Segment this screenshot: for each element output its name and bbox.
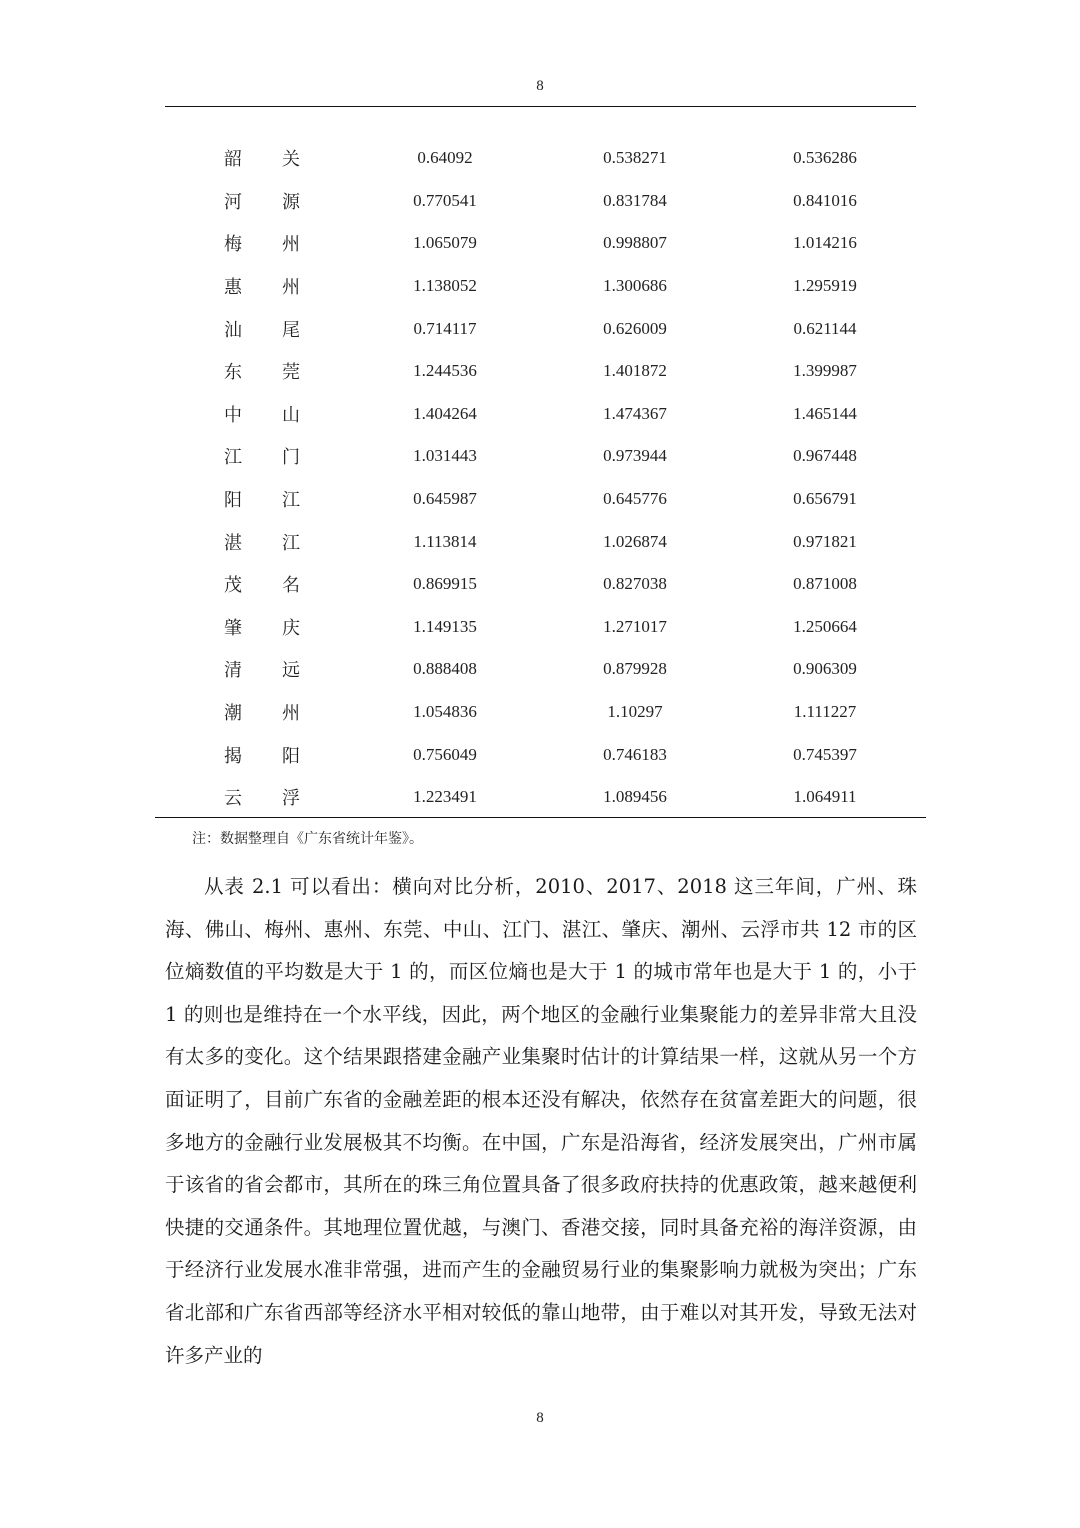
value-cell-1: 1.031443: [413, 446, 477, 466]
city-char: 肇: [224, 617, 242, 639]
city-cell: [160, 691, 350, 734]
city-cell: [160, 393, 350, 436]
value-cell-3: 0.745397: [793, 744, 857, 764]
table-row: [160, 563, 920, 606]
city-char: 梅: [224, 234, 242, 256]
city-char: 州: [282, 703, 300, 725]
city-cell: [160, 222, 350, 265]
city-char: 阳: [224, 490, 242, 512]
table-row: [160, 648, 920, 691]
city-char: 州: [282, 277, 300, 299]
city-cell: [160, 137, 350, 180]
city-char: 莞: [282, 362, 300, 384]
city-char: 关: [282, 149, 300, 171]
value-cell-3: 0.906309: [793, 659, 857, 679]
table-row: [160, 180, 920, 223]
value-cell-2: 0.973944: [603, 446, 667, 466]
value-cell-2: 0.879928: [603, 659, 667, 679]
city-char: 韶: [224, 149, 242, 171]
body-paragraph: 从表 2.1 可以看出：横向对比分析，2010、2017、2018 这三年间，广州、珠海、佛山、梅州、惠州、东莞、中山、江门、湛江、肇庆、潮州、云浮市共 12 市的区位熵数值的平均数是大于 1 的，而区位熵也是大于 1 的城市常年也是大于 1 的，小于 1 的则也是维持在一个水平线，因此，两个地区的金融行业集聚能力的差异非常大且没有太多的变化。这个结果跟搭建金融产业集聚时估计的计算结果一样，这就从另一个方面证明了，目前广东省的金融差距的根本还没有解决，依然存在贫富差距大的问题，很多地方的金融行业发展极其不均衡。在中国，广东是沿海省，经济发展突出，广州市属于该省的省会都市，其所在的珠三角位置具备了很多政府扶持的优惠政策，越来越便利快捷的交通条件。其地理位置优越，与澳门、香港交接，同时具备充裕的海洋资源，由于经济行业发展水准非常强，进而产生的金融贸易行业的集聚影响力就极为突出；广东省北部和广东省西部等经济水平相对较低的靠山地带，由于难以对其开发，导致无法对许多产业的: [165, 875, 917, 1367]
value-cell-1: 1.054836: [413, 702, 477, 722]
value-cell-1: 1.138052: [413, 276, 477, 296]
table-row: [160, 265, 920, 308]
value-cell-3: 0.967448: [793, 446, 857, 466]
value-cell-1: 0.756049: [413, 744, 477, 764]
city-cell: [160, 648, 350, 691]
value-cell-1: 1.223491: [413, 787, 477, 807]
value-cell-3: 1.295919: [793, 276, 857, 296]
city-char: 惠: [224, 277, 242, 299]
value-cell-2: 0.626009: [603, 318, 667, 338]
city-char: 江: [282, 490, 300, 512]
city-char: 汕: [224, 319, 242, 341]
city-char: 清: [224, 660, 242, 682]
value-cell-3: 0.536286: [793, 148, 857, 168]
city-name: [224, 699, 300, 725]
city-cell: [160, 350, 350, 393]
header-page-number: 8: [536, 78, 544, 94]
city-name: [224, 316, 300, 342]
value-cell-1: 1.149135: [413, 616, 477, 636]
table-row: [160, 691, 920, 734]
city-char: 江: [282, 532, 300, 554]
value-cell-1: 1.065079: [413, 233, 477, 253]
city-char: 门: [282, 447, 300, 469]
value-cell-3: 0.656791: [793, 489, 857, 509]
value-cell-3: 0.871008: [793, 574, 857, 594]
city-cell: [160, 478, 350, 521]
table-row: [160, 222, 920, 265]
table-row: [160, 520, 920, 563]
city-char: 浮: [282, 788, 300, 810]
city-name: [224, 145, 300, 171]
location-quotient-table: [160, 137, 920, 819]
city-cell: [160, 307, 350, 350]
city-char: 庆: [282, 617, 300, 639]
value-cell-2: 1.10297: [607, 702, 663, 722]
table-row: [160, 307, 920, 350]
value-cell-1: 0.64092: [417, 148, 473, 168]
value-cell-3: 0.841016: [793, 190, 857, 210]
value-cell-2: 1.474367: [603, 403, 667, 423]
header-rule: [165, 106, 916, 107]
city-name: [224, 614, 300, 640]
city-name: [224, 188, 300, 214]
value-cell-2: 1.271017: [603, 616, 667, 636]
city-char: 潮: [224, 703, 242, 725]
table-row: [160, 137, 920, 180]
city-char: 河: [224, 191, 242, 213]
city-char: 州: [282, 234, 300, 256]
city-char: 阳: [282, 745, 300, 767]
city-name: [224, 358, 300, 384]
city-char: 源: [282, 191, 300, 213]
value-cell-2: 0.645776: [603, 489, 667, 509]
city-char: 山: [282, 404, 300, 426]
table-bottom-rule: [155, 817, 926, 818]
city-name: [224, 529, 300, 555]
footer-page-number: 8: [536, 1410, 544, 1426]
city-cell: [160, 776, 350, 819]
city-char: 中: [224, 404, 242, 426]
city-char: 远: [282, 660, 300, 682]
city-cell: [160, 563, 350, 606]
value-cell-2: 0.998807: [603, 233, 667, 253]
value-cell-1: 1.244536: [413, 361, 477, 381]
city-name: [224, 784, 300, 810]
value-cell-3: 0.621144: [793, 318, 857, 338]
table-row: [160, 435, 920, 478]
city-cell: [160, 520, 350, 563]
table-row: [160, 733, 920, 776]
city-name: [224, 273, 300, 299]
value-cell-1: 1.113814: [413, 531, 477, 551]
city-cell: [160, 265, 350, 308]
value-cell-2: 0.827038: [603, 574, 667, 594]
table-row: [160, 776, 920, 819]
city-char: 揭: [224, 745, 242, 767]
city-name: [224, 230, 300, 256]
city-cell: [160, 606, 350, 649]
table-row: [160, 606, 920, 649]
value-cell-2: 1.026874: [603, 531, 667, 551]
value-cell-3: 1.465144: [793, 403, 857, 423]
value-cell-3: 1.250664: [793, 616, 857, 636]
city-cell: [160, 733, 350, 776]
city-cell: [160, 435, 350, 478]
value-cell-1: 0.714117: [413, 318, 477, 338]
city-char: 云: [224, 788, 242, 810]
city-name: [224, 656, 300, 682]
table-row: [160, 478, 920, 521]
value-cell-2: 1.401872: [603, 361, 667, 381]
table-row: [160, 350, 920, 393]
value-cell-2: 1.300686: [603, 276, 667, 296]
value-cell-1: 0.888408: [413, 659, 477, 679]
table-body: [160, 137, 920, 819]
value-cell-3: 1.014216: [793, 233, 857, 253]
table-note: 注：数据整理自《广东省统计年鉴》。: [192, 831, 423, 847]
value-cell-2: 0.746183: [603, 744, 667, 764]
value-cell-1: 0.645987: [413, 489, 477, 509]
value-cell-3: 1.399987: [793, 361, 857, 381]
value-cell-1: 0.869915: [413, 574, 477, 594]
city-char: 名: [282, 575, 300, 597]
value-cell-3: 0.971821: [793, 531, 857, 551]
value-cell-1: 1.404264: [413, 403, 477, 423]
value-cell-2: 0.831784: [603, 190, 667, 210]
value-cell-3: 1.111227: [793, 702, 857, 722]
city-char: 尾: [282, 319, 300, 341]
city-char: 东: [224, 362, 242, 384]
value-cell-2: 0.538271: [603, 148, 667, 168]
value-cell-3: 1.064911: [793, 787, 857, 807]
city-name: [224, 571, 300, 597]
city-name: [224, 443, 300, 469]
value-cell-1: 0.770541: [413, 190, 477, 210]
city-char: 茂: [224, 575, 242, 597]
city-char: 湛: [224, 532, 242, 554]
table-row: [160, 393, 920, 436]
value-cell-2: 1.089456: [603, 787, 667, 807]
city-name: [224, 486, 300, 512]
city-name: [224, 742, 300, 768]
city-cell: [160, 180, 350, 223]
city-char: 江: [224, 447, 242, 469]
city-name: [224, 401, 300, 427]
